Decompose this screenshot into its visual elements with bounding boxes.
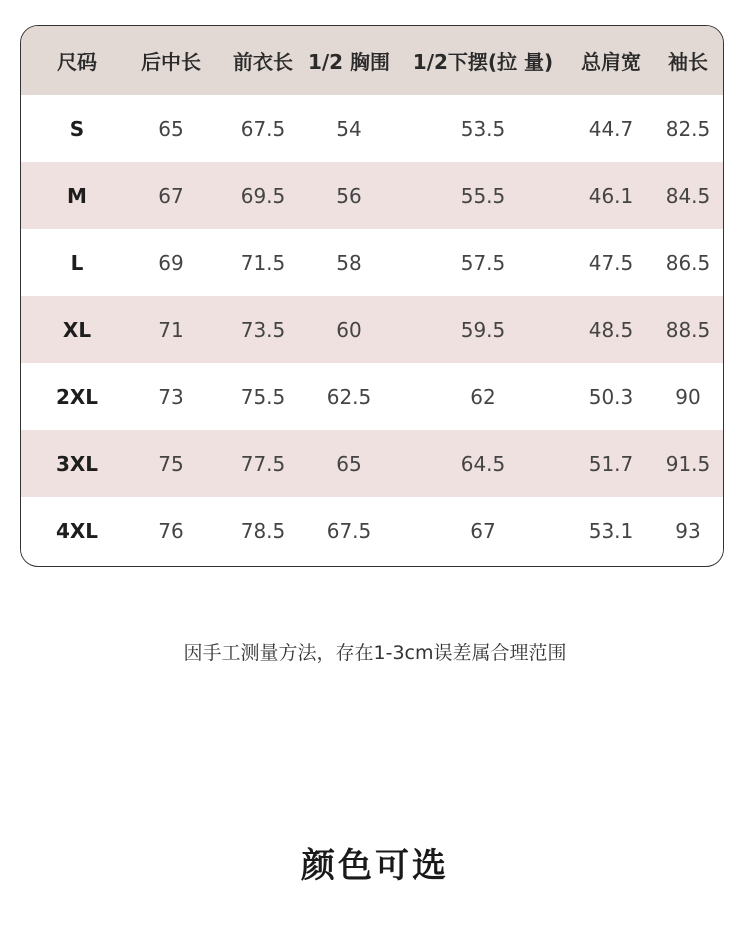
size-cell: L [70,250,84,275]
table-row [21,296,723,363]
sleeve-length-cell: 82.5 [665,116,711,141]
shoulder-width-cell: 46.1 [588,183,634,208]
shoulder-width-cell: 48.5 [588,317,634,342]
half-chest-cell: 67.5 [326,518,372,543]
table-row [21,229,723,296]
half-hem-cell: 53.5 [460,116,506,141]
header-half-hem: 1/2下摆(拉 量) [412,50,554,74]
half-hem-cell: 62 [470,384,496,409]
size-cell: 4XL [55,518,99,543]
front-length-cell: 75.5 [240,384,286,409]
back-length-cell: 65 [158,116,184,141]
back-length-cell: 76 [158,518,184,543]
half-hem-cell: 57.5 [460,250,506,275]
shoulder-width-cell: 50.3 [588,384,634,409]
back-length-cell: 71 [158,317,184,342]
half-hem-cell: 67 [470,518,496,543]
table-row [21,497,723,564]
half-hem-cell: 59.5 [460,317,506,342]
table-row [21,95,723,162]
size-cell: S [69,116,85,141]
back-length-cell: 69 [158,250,184,275]
size-cell: XL [62,317,92,342]
front-length-cell: 71.5 [240,250,286,275]
table-row [21,162,723,229]
front-length-cell: 77.5 [240,451,286,476]
table-row [21,363,723,430]
shoulder-width-cell: 44.7 [588,116,634,141]
back-length-cell: 75 [158,451,184,476]
sleeve-length-cell: 88.5 [665,317,711,342]
half-hem-cell: 55.5 [460,183,506,208]
half-chest-cell: 54 [336,116,362,141]
table-row [21,430,723,497]
section-title: 颜色可选 [301,846,449,886]
header-back-length: 后中长 [141,50,201,74]
size-cell: M [67,183,87,208]
size-chart-table [20,25,724,567]
header-shoulder-width: 总肩宽 [581,50,641,74]
half-chest-cell: 60 [336,317,362,342]
table-header-row [21,26,723,95]
sleeve-length-cell: 86.5 [665,250,711,275]
half-chest-cell: 56 [336,183,362,208]
measurement-note: 因手工测量方法，存在1-3cm误差属合理范围 [183,642,567,664]
back-length-cell: 73 [158,384,184,409]
sleeve-length-cell: 84.5 [665,183,711,208]
shoulder-width-cell: 53.1 [588,518,634,543]
back-length-cell: 67 [158,183,184,208]
sleeve-length-cell: 90 [675,384,701,409]
front-length-cell: 69.5 [240,183,286,208]
header-size: 尺码 [57,50,97,74]
header-half-chest: 1/2 胸围 [307,50,391,74]
header-sleeve-length: 袖长 [668,50,708,74]
shoulder-width-cell: 51.7 [588,451,634,476]
front-length-cell: 73.5 [240,317,286,342]
half-chest-cell: 62.5 [326,384,372,409]
half-hem-cell: 64.5 [460,451,506,476]
sleeve-length-cell: 91.5 [665,451,711,476]
size-cell: 3XL [55,451,99,476]
shoulder-width-cell: 47.5 [588,250,634,275]
header-front-length: 前衣长 [233,50,293,74]
front-length-cell: 67.5 [240,116,286,141]
sleeve-length-cell: 93 [675,518,701,543]
size-cell: 2XL [55,384,99,409]
front-length-cell: 78.5 [240,518,286,543]
half-chest-cell: 65 [336,451,362,476]
half-chest-cell: 58 [336,250,362,275]
